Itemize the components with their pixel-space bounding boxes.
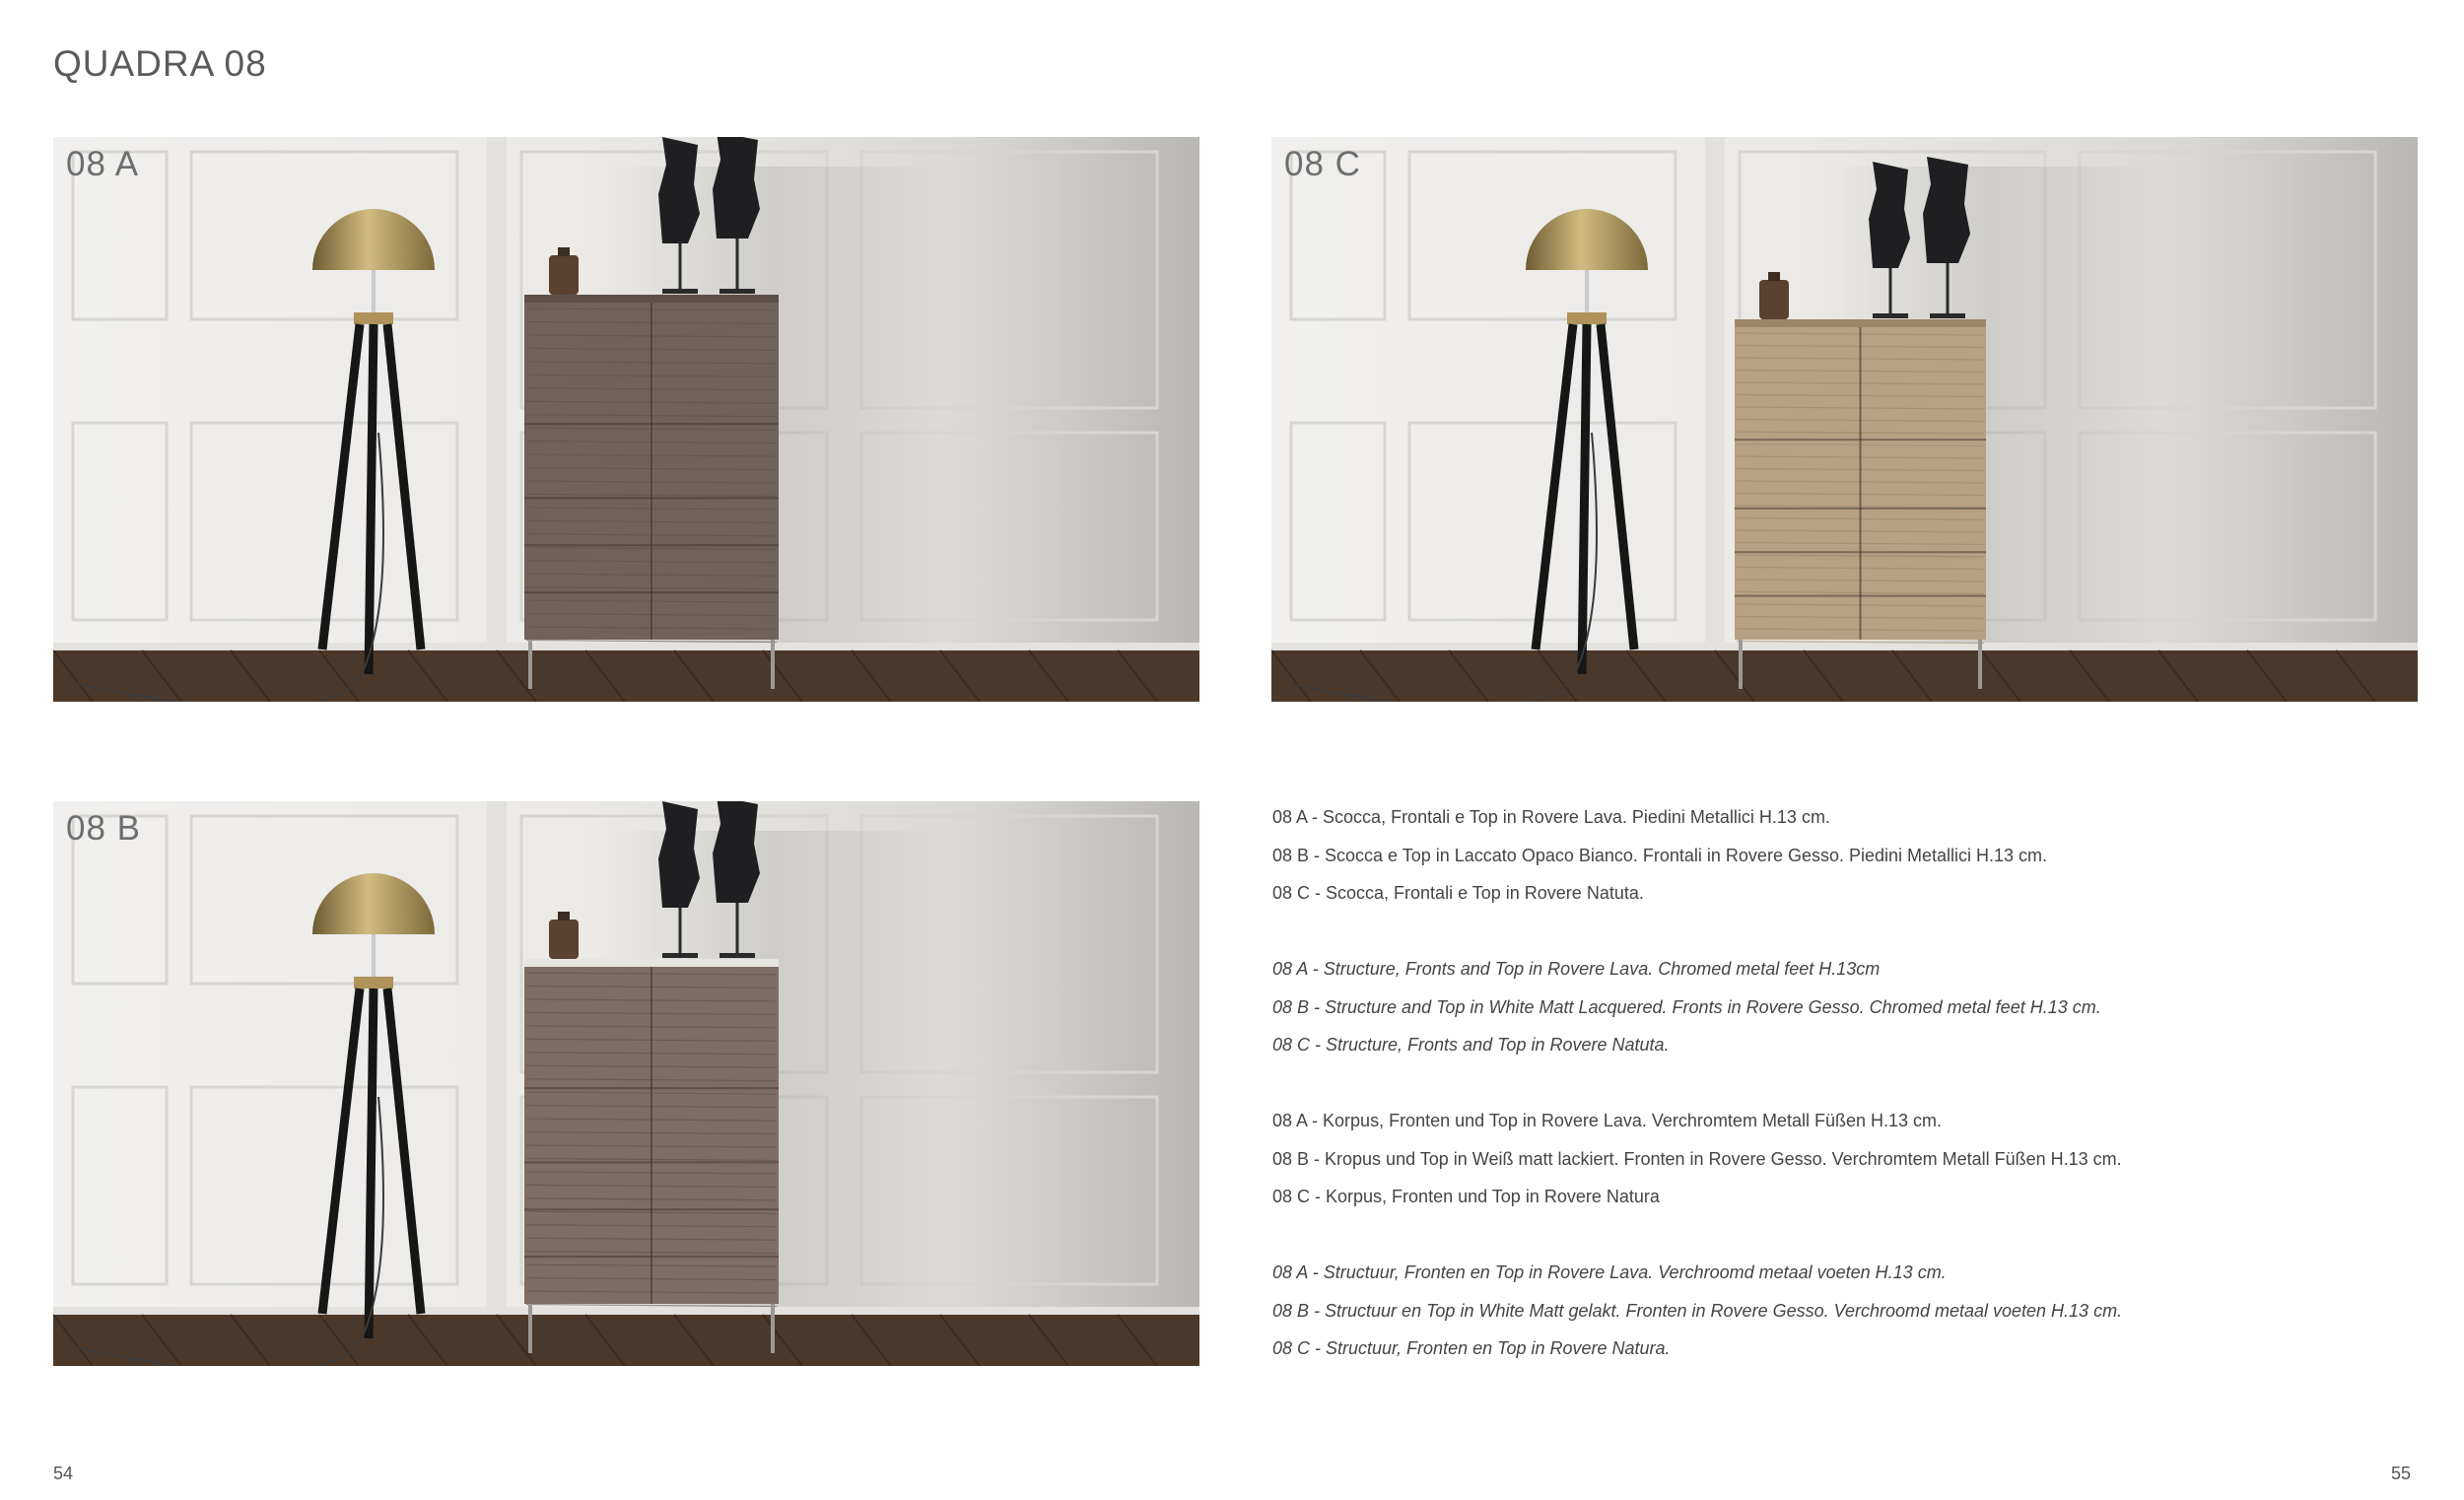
photo-label: 08 A [66, 145, 140, 183]
description-italian [1272, 798, 2416, 913]
description-line: 08 A - Structuur, Fronten en Top in Rovere Lava. Verchroomd metaal voeten H.13 cm. [1272, 1262, 1947, 1282]
sculpture [713, 801, 760, 903]
sculpture-base [662, 289, 698, 294]
lamp-leg [369, 989, 374, 1338]
baseboard [1271, 643, 2418, 650]
sculpture-base [1873, 313, 1908, 318]
baseboard [53, 643, 1199, 650]
wooden-floor [53, 1312, 1199, 1366]
jar [549, 920, 579, 959]
page-title: QUADRA 08 [53, 43, 267, 84]
description-line: 08 B - Structuur en Top in White Matt gelakt. Fronten in Rovere Gesso. Verchroomd metaal voeten H.13 cm. [1272, 1300, 2123, 1321]
room-scene-image [53, 137, 1199, 702]
chest-top [524, 295, 779, 303]
product-photo-08b [53, 801, 1199, 1366]
description-line: 08 B - Scocca e Top in Laccato Opaco Bianco. Frontali in Rovere Gesso. Piedini Metallici H.13 cm. [1272, 845, 2048, 865]
sculpture-base [719, 953, 755, 958]
description-line: 08 B - Kropus und Top in Weiß matt lackiert. Fronten in Rovere Gesso. Verchromtem Metall Füßen H.13 cm. [1272, 1148, 2122, 1169]
jar [549, 255, 579, 295]
baseboard [53, 1307, 1199, 1315]
page-number-left: 54 [53, 1464, 74, 1483]
photo-label: 08 C [1284, 145, 1361, 183]
room-scene-image [53, 801, 1199, 1366]
description-dutch [1272, 1254, 2416, 1368]
chest-top [524, 959, 779, 967]
product-descriptions [1272, 798, 2416, 1405]
photo-label: 08 B [66, 809, 141, 848]
lamp-leg [1582, 324, 1587, 674]
wall-pilaster [487, 137, 507, 649]
description-line: 08 A - Structure, Fronts and Top in Rovere Lava. Chromed metal feet H.13cm [1272, 959, 1881, 979]
wall-pilaster [487, 801, 507, 1314]
jar-lid [1768, 272, 1780, 281]
sculpture [1923, 157, 1970, 263]
sculpture [713, 137, 760, 239]
sculpture-base [1930, 313, 1965, 318]
wooden-floor [1271, 648, 2418, 702]
description-line: 08 B - Structure and Top in White Matt Lacquered. Fronts in Rovere Gesso. Chromed metal feet H.13 cm. [1272, 996, 2101, 1017]
lamp-collar [354, 977, 393, 989]
room-scene-image [1271, 137, 2418, 702]
lamp-collar [354, 312, 393, 324]
sculpture-base [662, 953, 698, 958]
description-german [1272, 1102, 2416, 1216]
product-photo-08a [53, 137, 1199, 702]
jar-lid [558, 912, 570, 920]
description-line: 08 C - Scocca, Frontali e Top in Rovere Natuta. [1272, 883, 1644, 903]
chest-top [1735, 319, 1986, 327]
lamp-collar [1567, 312, 1607, 324]
wooden-floor [53, 648, 1199, 702]
page-number-right: 55 [2390, 1464, 2411, 1483]
jar [1759, 280, 1789, 319]
jar-lid [558, 247, 570, 256]
product-photo-08c [1271, 137, 2418, 702]
description-line: 08 A - Scocca, Frontali e Top in Rovere Lava. Piedini Metallici H.13 cm. [1272, 807, 1830, 827]
description-line: 08 A - Korpus, Fronten und Top in Rovere Lava. Verchromtem Metall Füßen H.13 cm. [1272, 1111, 1942, 1130]
sculpture-base [719, 289, 755, 294]
wall-pilaster [1705, 137, 1725, 649]
description-line: 08 C - Structuur, Fronten en Top in Rovere Natura. [1272, 1338, 1671, 1358]
lamp-leg [369, 324, 374, 674]
description-line: 08 C - Structure, Fronts and Top in Rovere Natuta. [1272, 1035, 1670, 1055]
description-english [1272, 950, 2416, 1064]
description-line: 08 C - Korpus, Fronten und Top in Rovere Natura [1272, 1187, 1660, 1206]
